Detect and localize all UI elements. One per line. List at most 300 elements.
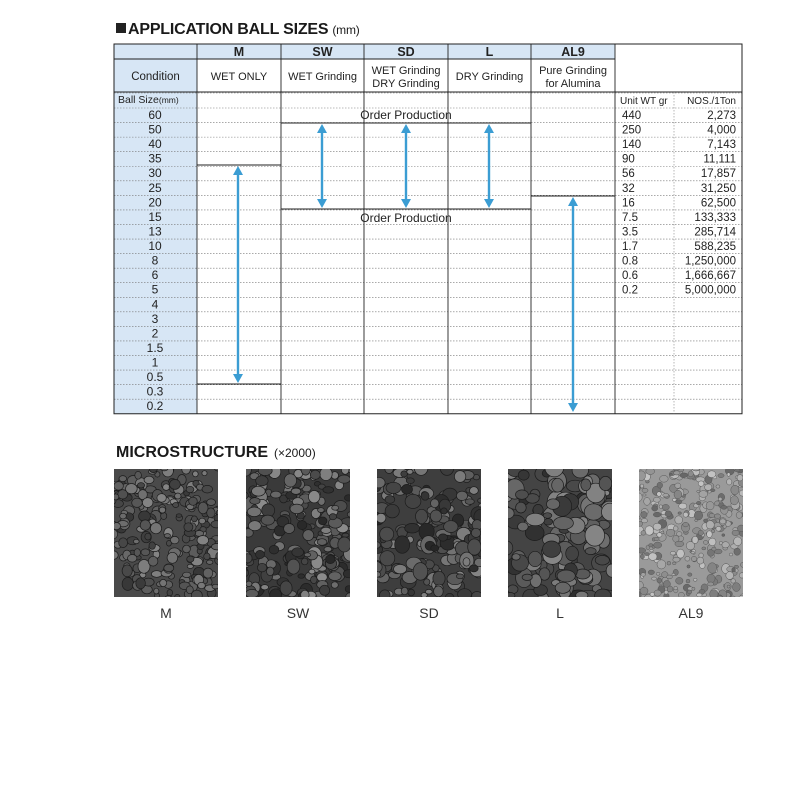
- grain: [673, 469, 680, 471]
- grain: [640, 587, 648, 594]
- grain: [703, 540, 708, 544]
- grain: [128, 555, 137, 563]
- unit-weight-value: 140: [622, 139, 642, 152]
- grain: [406, 478, 414, 484]
- grain: [732, 568, 736, 572]
- grain: [641, 573, 646, 577]
- grain: [183, 545, 191, 553]
- grain: [708, 471, 716, 478]
- caption-sd: SD: [419, 605, 439, 621]
- grain: [471, 528, 480, 537]
- arrow-head-down: [484, 199, 494, 208]
- column-code-l: L: [485, 45, 494, 59]
- grain: [654, 537, 659, 540]
- grain: [639, 471, 646, 481]
- grain: [508, 593, 515, 598]
- ball-size-value: 35: [148, 151, 162, 166]
- grain: [159, 507, 165, 513]
- column-code-al9: AL9: [561, 45, 585, 59]
- grain: [688, 573, 692, 576]
- grain: [707, 574, 715, 583]
- ball-size-value: 1: [151, 355, 159, 370]
- grain: [666, 575, 672, 579]
- grain: [329, 572, 342, 581]
- ball-size-value: 0.5: [146, 370, 164, 385]
- grain: [528, 551, 542, 566]
- grain: [246, 589, 258, 597]
- grain: [345, 586, 350, 593]
- grain: [645, 553, 650, 556]
- grain: [261, 515, 274, 525]
- grain: [151, 571, 162, 578]
- ball-size-value: 1.5: [146, 340, 164, 355]
- grain: [691, 556, 697, 561]
- grain: [246, 554, 252, 563]
- grain: [697, 557, 704, 564]
- grain: [650, 549, 654, 552]
- grain: [320, 585, 330, 595]
- grain: [207, 508, 215, 518]
- order-production-label-mid: Order Production: [360, 211, 452, 225]
- grain: [248, 521, 261, 531]
- grain: [702, 547, 706, 550]
- grain: [326, 555, 335, 564]
- grain: [712, 547, 716, 551]
- grain: [706, 521, 714, 529]
- grain: [718, 497, 722, 501]
- grain: [732, 530, 739, 535]
- grain: [727, 479, 732, 485]
- magnification: (×2000): [274, 446, 316, 460]
- grain: [148, 556, 158, 566]
- grain: [323, 487, 334, 494]
- grain: [672, 573, 675, 575]
- ball-size-value: 25: [148, 180, 162, 195]
- grain: [726, 572, 734, 580]
- ball-size-value: 30: [148, 166, 162, 181]
- grain: [456, 491, 467, 500]
- nos-per-ton-value: 11,111: [703, 153, 736, 166]
- grain: [394, 564, 407, 573]
- grain: [739, 490, 743, 496]
- grain: [114, 482, 123, 490]
- grain: [641, 511, 647, 517]
- grain: [345, 495, 351, 501]
- grain: [170, 479, 181, 489]
- texture-l: [508, 469, 612, 597]
- ball-size-value: 13: [148, 224, 162, 239]
- grain: [710, 489, 715, 492]
- grain: [324, 547, 332, 552]
- grain: [699, 491, 708, 498]
- condition-label: Condition: [131, 71, 180, 83]
- grain: [318, 517, 327, 525]
- grain: [212, 584, 218, 589]
- unit-weight-value: 3.5: [622, 226, 638, 239]
- ball-size-value: 4: [151, 297, 159, 312]
- caption-m: M: [160, 605, 172, 621]
- grain: [458, 589, 472, 597]
- grain: [710, 590, 718, 597]
- grain: [585, 525, 605, 546]
- grain: [522, 574, 532, 580]
- grain: [191, 590, 202, 597]
- grain: [518, 522, 529, 531]
- unit-wt-header: Unit WT gr: [620, 96, 668, 107]
- ball-size-unit: (mm): [158, 95, 179, 105]
- grain: [187, 556, 194, 562]
- grain: [469, 565, 478, 572]
- grain: [297, 521, 307, 530]
- grain: [304, 553, 310, 557]
- grain: [465, 499, 474, 505]
- grain: [126, 484, 138, 494]
- ball-size-value: 50: [148, 122, 162, 137]
- grain: [660, 475, 669, 482]
- grain: [137, 483, 144, 488]
- grain: [119, 476, 127, 482]
- grain: [478, 498, 481, 503]
- arrow-head-up: [317, 124, 327, 133]
- grain: [641, 531, 646, 536]
- grain: [197, 536, 209, 545]
- grain: [301, 590, 309, 597]
- grain: [678, 592, 684, 597]
- grain: [709, 538, 716, 546]
- grain: [385, 496, 395, 504]
- grain: [454, 471, 465, 483]
- grain: [257, 563, 266, 572]
- grain: [184, 523, 193, 532]
- grain: [332, 505, 339, 510]
- grain: [380, 527, 394, 541]
- grain: [247, 507, 261, 517]
- grain: [311, 576, 318, 584]
- grain: [731, 485, 739, 494]
- grain: [722, 542, 729, 548]
- grain: [670, 551, 675, 555]
- grain: [280, 581, 292, 595]
- grain: [516, 490, 529, 499]
- grain: [284, 474, 296, 487]
- grain: [696, 501, 701, 504]
- grain: [317, 539, 327, 546]
- condition-m: WET ONLY: [210, 71, 268, 83]
- grain: [599, 476, 612, 490]
- grain: [119, 538, 128, 548]
- grain: [212, 544, 219, 550]
- unit-weight-value: 0.6: [622, 270, 638, 283]
- grain: [310, 470, 320, 479]
- grain: [331, 582, 338, 588]
- grain: [271, 491, 282, 498]
- microstructure-title: [116, 444, 316, 462]
- grain: [256, 476, 268, 486]
- grain: [385, 504, 399, 518]
- grain: [470, 487, 479, 495]
- grain: [654, 590, 661, 596]
- grain: [581, 479, 591, 491]
- grain: [653, 512, 661, 517]
- grain: [697, 593, 702, 597]
- grain: [292, 548, 304, 557]
- grain: [707, 531, 713, 538]
- grain: [329, 514, 336, 520]
- grain: [380, 590, 391, 597]
- grain: [714, 514, 720, 519]
- grain: [439, 534, 448, 541]
- grain: [706, 502, 714, 510]
- grain: [198, 582, 206, 588]
- grain: [727, 473, 730, 477]
- condition-sd-line2: DRY Grinding: [372, 78, 440, 90]
- grain: [207, 499, 216, 506]
- grain: [301, 558, 308, 565]
- grain: [516, 502, 527, 513]
- ball-size-value: 10: [148, 239, 162, 254]
- grain: [256, 550, 265, 558]
- grain: [199, 518, 206, 524]
- grain: [687, 565, 690, 568]
- grain: [133, 539, 139, 543]
- grain: [341, 469, 349, 474]
- ball-size-value: 5: [151, 282, 159, 297]
- grain: [377, 542, 380, 548]
- grain: [167, 590, 173, 596]
- column-code-sd: SD: [397, 45, 415, 59]
- range-arrow-al9-icon: [568, 197, 578, 412]
- grain: [211, 521, 218, 528]
- unit-weight-value: 7.5: [622, 211, 638, 224]
- grain: [203, 568, 213, 578]
- nos-per-ton-value: 7,143: [707, 139, 736, 152]
- texture-sw: [246, 469, 350, 597]
- grain: [173, 503, 179, 508]
- grain: [642, 488, 648, 492]
- unit-weight-value: 56: [622, 168, 635, 181]
- grain: [424, 579, 430, 585]
- grain: [122, 565, 132, 577]
- grain: [250, 498, 260, 505]
- grain: [576, 591, 588, 597]
- grain: [183, 572, 191, 577]
- grain: [680, 473, 688, 478]
- grain: [656, 572, 660, 575]
- grain: [401, 471, 408, 477]
- microstructure-image-m: [114, 469, 218, 597]
- ball-size-value: 20: [148, 195, 162, 210]
- grain: [176, 514, 182, 518]
- grain: [674, 586, 678, 590]
- grain: [729, 553, 732, 556]
- unit-weight-value: 16: [622, 197, 635, 210]
- grain: [708, 582, 714, 586]
- grain: [722, 534, 725, 537]
- grain: [431, 499, 439, 508]
- grain: [675, 516, 683, 524]
- grain: [163, 484, 170, 491]
- grain: [318, 508, 325, 513]
- grain: [150, 523, 161, 534]
- ball-size-value: 8: [151, 253, 159, 268]
- grain: [175, 493, 181, 499]
- grain: [643, 494, 647, 496]
- grain: [347, 512, 350, 517]
- grain: [733, 583, 741, 592]
- grain: [553, 517, 573, 530]
- ball-size-label: Ball Size(mm): [118, 94, 179, 106]
- microstructure-image-al9: [639, 469, 743, 597]
- nos-per-ton-value: 285,714: [694, 226, 736, 239]
- grain: [144, 476, 154, 483]
- grain: [287, 559, 300, 574]
- grain: [693, 578, 697, 581]
- unit-weight-value: 32: [622, 182, 635, 195]
- grain: [269, 545, 279, 554]
- unit-weight-value: 0.8: [622, 255, 638, 268]
- grain: [416, 509, 428, 523]
- grain: [267, 567, 274, 576]
- nos-per-ton-value: 31,250: [700, 182, 736, 195]
- grain: [673, 557, 680, 562]
- grain: [433, 571, 445, 585]
- grain: [161, 469, 169, 471]
- grain: [674, 490, 682, 498]
- nos-per-ton-value: 1,666,667: [684, 270, 736, 283]
- grain: [421, 492, 429, 500]
- grain: [657, 492, 662, 497]
- grain: [114, 494, 119, 500]
- grain: [202, 471, 207, 476]
- grain: [154, 588, 159, 594]
- grain: [566, 546, 579, 561]
- grain: [659, 505, 662, 509]
- condition-al9-line1: Pure Grinding: [539, 65, 607, 77]
- grain: [167, 552, 178, 563]
- grain: [321, 527, 331, 533]
- grain: [456, 574, 463, 579]
- arrow-head-up: [233, 166, 243, 175]
- grain: [160, 579, 167, 586]
- caption-al9: AL9: [678, 605, 704, 621]
- grain: [430, 510, 441, 522]
- grain: [342, 533, 349, 537]
- grain: [413, 563, 428, 581]
- grain: [738, 525, 744, 532]
- grain: [309, 491, 320, 503]
- nos-per-ton-value: 2,273: [707, 110, 736, 122]
- grain: [175, 595, 180, 598]
- grain: [641, 554, 645, 558]
- grain: [734, 537, 742, 546]
- arrow-head-up: [401, 124, 411, 133]
- nos-per-ton-value: 62,500: [700, 197, 736, 210]
- microstructure-title-text: MICROSTRUCTURE: [116, 444, 268, 461]
- grain: [716, 485, 720, 488]
- grain: [320, 469, 332, 481]
- nos-header: NOS./1Ton: [687, 96, 736, 107]
- grain: [685, 556, 690, 561]
- grain: [674, 471, 680, 475]
- grain: [676, 577, 683, 584]
- grain: [142, 498, 153, 508]
- grain: [736, 512, 742, 519]
- grain: [317, 573, 328, 582]
- nos-per-ton-value: 133,333: [694, 211, 736, 224]
- grain: [678, 512, 682, 515]
- grain: [157, 494, 166, 503]
- title-text: APPLICATION BALL SIZES: [128, 21, 329, 38]
- grain: [657, 578, 662, 583]
- condition-al9-line2: for Alumina: [545, 78, 601, 90]
- microstructure-image-sw: [246, 469, 350, 597]
- microstructure-image-l: [508, 469, 612, 597]
- nos-per-ton-value: 4,000: [707, 124, 736, 137]
- code-header-fill: [114, 44, 615, 59]
- grain: [120, 513, 127, 519]
- grain: [683, 512, 688, 517]
- nos-per-ton-value: 1,250,000: [684, 255, 736, 268]
- grain: [468, 539, 481, 555]
- grain: [654, 542, 662, 548]
- grain: [734, 548, 741, 555]
- caption-sw: SW: [286, 605, 310, 621]
- grain: [298, 574, 305, 578]
- grain: [653, 523, 661, 530]
- grain: [657, 560, 666, 569]
- grain: [402, 484, 413, 494]
- grain: [405, 494, 421, 508]
- grain: [644, 498, 651, 506]
- grain: [309, 569, 315, 574]
- grain: [252, 486, 266, 496]
- caption-l: L: [556, 605, 564, 621]
- grain: [657, 482, 663, 488]
- grain: [401, 587, 408, 594]
- grain: [165, 596, 172, 598]
- grain: [189, 497, 198, 505]
- grain: [667, 586, 673, 592]
- grain: [657, 533, 662, 538]
- grain: [698, 530, 703, 535]
- grain: [584, 504, 603, 520]
- grain: [720, 519, 726, 524]
- grain: [552, 478, 564, 492]
- grain: [692, 587, 695, 590]
- grain: [216, 552, 218, 559]
- grain: [290, 504, 303, 514]
- ball-size-value: 15: [148, 209, 162, 224]
- grain: [698, 481, 704, 486]
- texture-al9: [639, 469, 743, 597]
- grain: [675, 541, 684, 547]
- grain: [132, 498, 143, 507]
- texture-sd: [377, 469, 481, 597]
- grain: [737, 475, 743, 481]
- grain: [434, 586, 444, 597]
- grain: [645, 526, 654, 535]
- grain: [727, 585, 730, 588]
- grain: [708, 563, 717, 574]
- grain: [463, 558, 470, 566]
- unit-weight-value: 440: [622, 110, 642, 122]
- grain: [377, 513, 386, 523]
- grain: [688, 471, 693, 477]
- ball-size-value: 2: [151, 326, 159, 341]
- nos-per-ton-value: 5,000,000: [684, 284, 736, 297]
- grain: [386, 482, 401, 493]
- grain: [640, 484, 644, 488]
